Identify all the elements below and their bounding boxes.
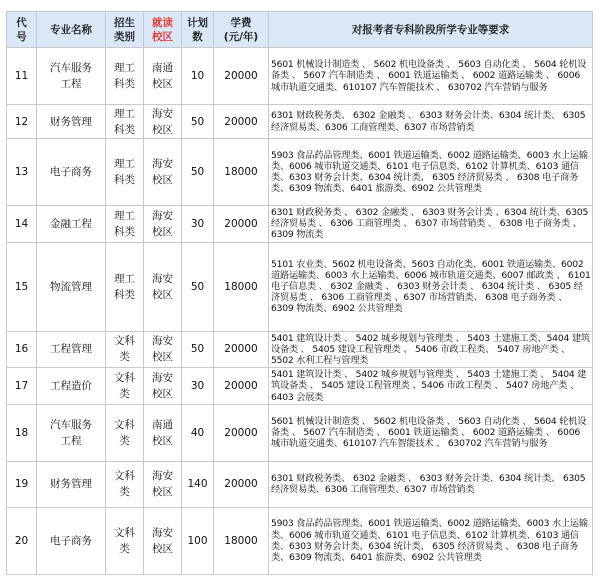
table-row (7, 206, 593, 243)
header-category: 招生 类别 (106, 12, 144, 48)
table-row (7, 404, 593, 461)
cell-major-name: 财务管理 (37, 105, 106, 139)
cell-requirement: 5401 建筑设计类 、 5402 城乡规划与管理类 、 5403 土建施工类 、 5404 建筑设备类 、 5405 建设工程管理类 、5406 市政工程类 、 5407 房地产类 、 6403 会展类 (269, 368, 593, 405)
cell-fee: 18000 (214, 242, 269, 331)
cell-code: 19 (7, 461, 37, 507)
cell-category: 文科 类 (106, 331, 144, 368)
cell-plan: 50 (182, 331, 214, 368)
cell-fee: 20000 (214, 404, 269, 461)
cell-plan: 140 (182, 461, 214, 507)
cell-major-name: 电子商务 (37, 139, 106, 206)
cell-plan: 50 (182, 105, 214, 139)
cell-major-name: 物流管理 (37, 242, 106, 331)
cell-fee: 20000 (214, 206, 269, 243)
table-row (7, 461, 593, 507)
cell-fee: 18000 (214, 139, 269, 206)
cell-fee: 20000 (214, 48, 269, 105)
cell-category: 文科 类 (106, 507, 144, 574)
header-plan: 计划 数 (182, 12, 214, 48)
cell-plan: 40 (182, 404, 214, 461)
cell-fee: 20000 (214, 331, 269, 368)
cell-major-name: 电子商务 (37, 507, 106, 574)
header-code: 代 号 (7, 12, 37, 48)
cell-campus: 海安 校区 (144, 461, 182, 507)
cell-category: 理工 科类 (106, 242, 144, 331)
cell-category: 文科 类 (106, 461, 144, 507)
cell-campus: 南通 校区 (144, 404, 182, 461)
cell-campus: 海安 校区 (144, 331, 182, 368)
table-row (7, 139, 593, 206)
cell-plan: 50 (182, 242, 214, 331)
cell-code: 18 (7, 404, 37, 461)
cell-requirement: 6301 财政税务类、 6302 金融类 、 6303 财务会计类、6304 统计类、 6305 经济贸易类、6306 工商管理类、6307 市场营销类 (269, 461, 593, 507)
cell-requirement: 5903 食品药品管理类、6001 铁道运输类、6002 道路运输类、6003 水上运输类、6006 城市轨道交通类、6101 电子信息类、6102 计算机类、6103 通信类、6303 财务会计类、6304 统计类、 6305 经济贸易类 、 6308 电子商务类、6309 物流类、6401 旅游类、6902 公共管理类 (269, 507, 593, 574)
table-row (7, 368, 593, 405)
cell-category: 理工 科类 (106, 48, 144, 105)
cell-requirement: 5601 机械设计制造类 、 5602 机电设备类 、 5603 自动化类 、 5604 轮机设备类 、 5607 汽车制造类 、 6001 铁道运输类 、 6002 道路运输类 、 6006 城市轨道交通类、610107 汽车智能技术 、 630702 汽车营销与服务 (269, 404, 593, 461)
cell-major-name: 工程造价 (37, 368, 106, 405)
cell-major-name: 金融工程 (37, 206, 106, 243)
cell-campus: 海安 校区 (144, 368, 182, 405)
cell-major-name: 汽车服务 工程 (37, 48, 106, 105)
cell-code: 12 (7, 105, 37, 139)
cell-requirement: 6301 财政税务类 、 6302 金融类 、 6303 财务会计类 、6304 统计类、6305 经济贸易类 、 6306 工商管理类 、 6307 市场营销类 、 6308 电子商务类 、 6309 物流类 (269, 206, 593, 243)
cell-campus: 海安 校区 (144, 507, 182, 574)
cell-requirement: 5903 食品药品管理类、6001 铁道运输类、6002 道路运输类、6003 水上运输类、6006 城市轨道交通类、6101 电子信息类、6102 计算机类、6103 通信类、6303 财务会计类、6304 统计类、 6305 经济贸易类 、 6308 电子商务类、6309 物流类、6401 旅游类、6902 公共管理类 (269, 139, 593, 206)
cell-plan: 50 (182, 139, 214, 206)
table-row (7, 331, 593, 368)
cell-requirement: 5101 农业类、5602 机电设备类、5603 自动化类、6001 铁道运输类、6002 道路运输类、6003 水上运输类、6006 城市轨道交通类、6007 邮政类 、 6101 电子信息类 、 6302 金融类 、 6303 财务会计类 、 6304 统计类 、 6305 经济贸易类 、 6306 工商管理类 、6307 市场营销类、 6308 电子商务类 、 6309 物流类、6902 公共管理类 (269, 242, 593, 331)
cell-campus: 海安 校区 (144, 206, 182, 243)
cell-code: 13 (7, 139, 37, 206)
table-row (7, 105, 593, 139)
header-fee: 学费 (元/年) (214, 12, 269, 48)
cell-major-name: 财务管理 (37, 461, 106, 507)
cell-campus: 海安 校区 (144, 105, 182, 139)
cell-category: 理工 科类 (106, 206, 144, 243)
cell-category: 文科 类 (106, 404, 144, 461)
cell-fee: 20000 (214, 368, 269, 405)
cell-code: 17 (7, 368, 37, 405)
cell-plan: 10 (182, 48, 214, 105)
cell-plan: 30 (182, 368, 214, 405)
cell-code: 16 (7, 331, 37, 368)
header-major-name: 专业名称 (37, 12, 106, 48)
cell-campus: 海安 校区 (144, 139, 182, 206)
cell-major-name: 工程管理 (37, 331, 106, 368)
cell-requirement: 5601 机械设计制造类 、 5602 机电设备类 、 5603 自动化类 、 5604 轮机设备类 、 5607 汽车制造类 、 6001 铁道运输类 、 6002 道路运输类 、 6006 城市轨道交通类、610107 汽车智能技术 、 630702 汽车营销与服务 (269, 48, 593, 105)
cell-code: 11 (7, 48, 37, 105)
cell-category: 文科 类 (106, 368, 144, 405)
cell-requirement: 6301 财政税务类、 6302 金融类 、 6303 财务会计类、6304 统计类、 6305 经济贸易类、6306 工商管理类、6307 市场营销类 (269, 105, 593, 139)
cell-code: 14 (7, 206, 37, 243)
header-requirement: 对报考者专科阶段所学专业等要求 (269, 12, 593, 48)
table-row (7, 242, 593, 331)
cell-code: 20 (7, 507, 37, 574)
enrollment-table (6, 11, 593, 575)
cell-requirement: 5401 建筑设计类 、 5402 城乡规划与管理类 、 5403 土建施工类、5404 建筑设备类 、 5405 建设工程管理类 、 5406 市政工程类、 5407 房地产类 、 5502 水利工程与管理类 (269, 331, 593, 368)
cell-category: 理工 科类 (106, 105, 144, 139)
cell-category: 理工 科类 (106, 139, 144, 206)
cell-fee: 18000 (214, 507, 269, 574)
cell-fee: 20000 (214, 461, 269, 507)
cell-campus: 南通 校区 (144, 48, 182, 105)
table-row (7, 48, 593, 105)
cell-fee: 20000 (214, 105, 269, 139)
table-header-row (7, 12, 593, 48)
cell-major-name: 汽车服务 工程 (37, 404, 106, 461)
cell-code: 15 (7, 242, 37, 331)
table-row (7, 507, 593, 574)
header-campus: 就读 校区 (144, 12, 182, 48)
cell-plan: 100 (182, 507, 214, 574)
cell-campus: 海安 校区 (144, 242, 182, 331)
cell-plan: 30 (182, 206, 214, 243)
